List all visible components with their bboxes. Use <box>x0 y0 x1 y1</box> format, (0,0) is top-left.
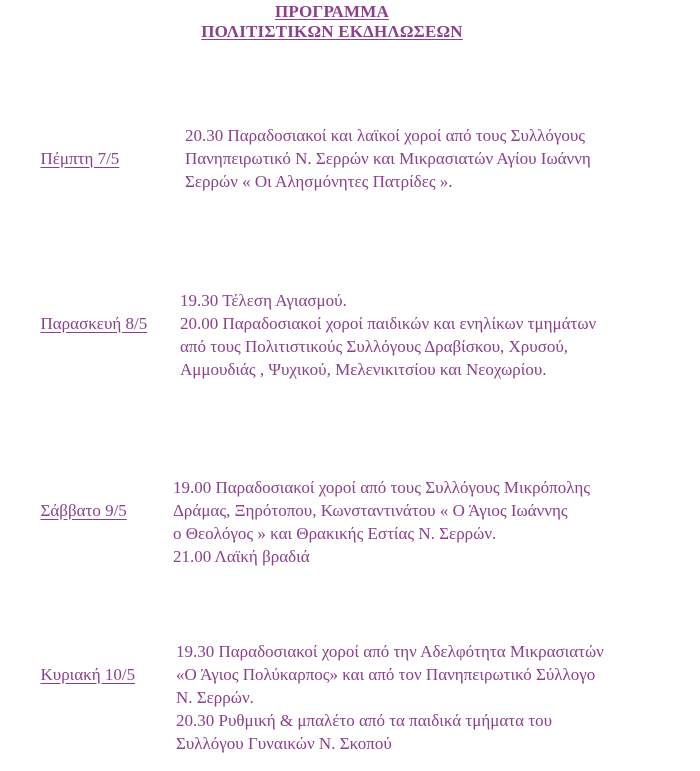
entry-line: Δράμας, Ξηρότοπου, Κωνσταντινάτου « Ο Άγιος Ιωάννης <box>173 501 568 520</box>
day-label-text: Σάββατο 9/5 <box>40 501 127 520</box>
entry-line: 19.30 Τέλεση Αγιασμού. <box>180 291 347 310</box>
day-label-text: Πέμπτη 7/5 <box>40 149 120 168</box>
day-entries-thursday <box>185 124 591 193</box>
day-entries-sunday <box>176 640 604 755</box>
day-label-text: Κυριακή 10/5 <box>40 665 136 684</box>
page-title-line-2: ΠΟΛΙΤΙΣΤΙΚΩΝ ΕΚΔΗΛΩΣΕΩΝ <box>201 22 463 41</box>
day-label-text: Παρασκευή 8/5 <box>40 314 148 333</box>
entry-line: Συλλόγου Γυναικών Ν. Σκοπού <box>176 734 392 753</box>
entry-line: 19.00 Παραδοσιακοί χοροί από τους Συλλόγους Μικρόπολης <box>173 478 590 497</box>
entry-line: από τους Πολιτιστικούς Συλλόγους Δραβίσκου, Χρυσού, <box>180 337 569 356</box>
entry-line: ο Θεολόγος » και Θρακικής Εστίας Ν. Σερρών. <box>173 524 497 543</box>
day-entries-saturday <box>173 476 590 568</box>
entry-line: 21.00 Λαϊκή βραδιά <box>173 547 310 566</box>
entry-line: 20.30 Ρυθμική & μπαλέτο από τα παιδικά τμήματα του <box>176 711 552 730</box>
entry-line: 19.30 Παραδοσιακοί χοροί από την Αδελφότητα Μικρασιατών <box>176 642 604 661</box>
entry-line: Πανηπειρωτικό Ν. Σερρών και Μικρασιατών Αγίου Ιωάννη <box>185 149 591 168</box>
entry-line: Σερρών « Οι Αλησμόνητες Πατρίδες ». <box>185 172 453 191</box>
day-entries-friday <box>180 289 596 381</box>
entry-line: 20.00 Παραδοσιακοί χοροί παιδικών και ενηλίκων τμημάτων <box>180 314 597 333</box>
day-label-friday <box>32 289 147 335</box>
day-label-thursday <box>32 124 119 170</box>
entry-line: «Ο Άγιος Πολύκαρπος» και από τον Πανηπειρωτικό Σύλλογο <box>176 665 596 684</box>
page-title-line-1: ΠΡΟΓΡΑΜΜΑ <box>275 2 389 21</box>
entry-line: Αμμουδιάς , Ψυχικού, Μελενικιτσίου και Νεοχωρίου. <box>180 360 547 379</box>
day-label-saturday <box>32 476 127 522</box>
entry-line: Ν. Σερρών. <box>176 688 254 707</box>
entry-line: 20.30 Παραδοσιακοί και λαϊκοί χοροί από τους Συλλόγους <box>185 126 586 145</box>
day-label-sunday <box>32 640 135 686</box>
